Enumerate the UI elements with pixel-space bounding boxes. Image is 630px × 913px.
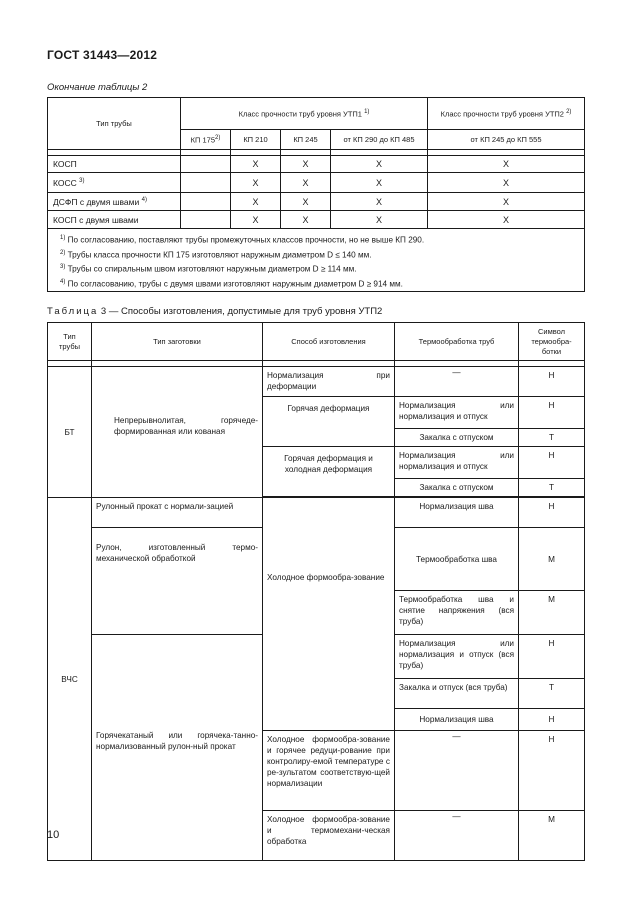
t2-cell: X [428,211,585,229]
t3-heat: Термообработка шва [395,528,519,591]
t2-row-name: ДСФП с двумя швами $^{4)}$ [48,193,181,211]
t3-blank: Рулонный прокат с нормали-зацией [92,498,263,528]
t3-symbol: Н [519,709,585,731]
t2-sub-utp2: от КП 245 до КП 555 [428,130,585,150]
t2-cell: X [428,156,585,173]
footnote: $^{1)}$ По согласованию, поставляют трубы промежуточных классов прочности, но не выше КП 290. [60,235,425,245]
t2-cell: X [281,173,331,193]
t3-symbol: Н [519,397,585,429]
t2-cell: X [281,156,331,173]
t3-header-method: Способ изготовления [263,323,395,361]
t2-cell: X [231,193,281,211]
t3-heat: — [395,731,519,811]
t2-cell [181,173,231,193]
t3-type-bt: БТ [48,367,92,498]
t3-header-type: Тип трубы [48,323,92,361]
t3-header-symbol: Символ термообра-ботки [519,323,585,361]
t2-row-name: КОСС $^{3)}$ [48,173,181,193]
t2-cell: X [281,193,331,211]
t3-symbol: Н [519,498,585,528]
t3-symbol: Т [519,479,585,497]
footnote: $^{4)}$ По согласованию, трубы с двумя швами изготовляют наружным диаметром D ≥ 914 мм. [60,279,403,289]
t3-method: Горячая деформация и холодная деформация [263,447,395,497]
t3-symbol: М [519,811,585,861]
t2-cell: X [331,211,428,229]
t3-method: Горячая деформация [263,397,395,447]
t2-header-utp2: Класс прочности труб уровня УТП2 $^{2)}$ [428,98,585,130]
document-header: ГОСТ 31443—2012 [47,48,158,62]
t2-cell [181,156,231,173]
t3-symbol: Н [519,447,585,479]
t2-sub-kp290: от КП 290 до КП 485 [331,130,428,150]
t3-heat: — [395,367,519,397]
table-row [48,173,585,193]
t2-cell [181,211,231,229]
table-row [48,193,585,211]
t2-cell: X [231,173,281,193]
t2-cell: X [331,193,428,211]
t3-blank: Рулон, изготовленный термо-механической обработкой [92,528,263,635]
footnote: $^{2)}$ Трубы класса прочности КП 175 изготовляют наружным диаметром D ≤ 140 мм. [60,249,372,260]
t2-cell: X [428,193,585,211]
t3-heat: Закалка с отпуском [395,429,519,447]
t3-blank-bt: Непрерывнолитая, горячеде-формированная или кованая [92,367,263,498]
footnote: $^{3)}$ Трубы со спиральным швом изготовляют наружным диаметром D ≥ 114 мм. [60,264,357,275]
table-3 [47,322,585,861]
t3-symbol: Т [519,429,585,447]
t3-symbol: Н [519,635,585,679]
t3-symbol: М [519,528,585,591]
t3-heat: Закалка с отпуском [395,479,519,497]
t3-heat: Нормализация шва [395,498,519,528]
t2-row-name: КОСП с двумя швами [48,211,181,229]
t3-method: Холодное формообра-зование и термомехани-ческая обработка [263,811,395,861]
table-row [48,156,585,173]
t3-heat: Нормализация или нормализация и отпуск (вся труба) [395,635,519,679]
t3-heat: Термообработка шва и снятие напряжения (вся труба) [395,591,519,635]
t3-method: Холодное формообра-зование [263,498,395,731]
t3-type-vchs: ВЧС [48,498,92,861]
t3-symbol: Н [519,367,585,397]
table2-caption: Окончание таблицы 2 [47,82,148,93]
t3-method: Нормализация при деформации [263,367,395,397]
t3-header-blank: Тип заготовки [92,323,263,361]
t3-heat: Нормализация или нормализация и отпуск [395,447,519,479]
t2-sub-kp245: КП 245 [281,130,331,150]
t2-header-type: Тип трубы [48,98,181,150]
t3-heat: — [395,811,519,861]
t2-cell: X [428,173,585,193]
t2-cell [181,193,231,211]
t2-cell: X [231,211,281,229]
t3-symbol: Н [519,731,585,811]
t3-heat: Закалка и отпуск (вся труба) [395,679,519,709]
table3-caption: Таблица 3 — Способы изготовления, допустимые для труб уровня УТП2 [47,306,383,317]
table-row [48,211,585,229]
t3-header-heat: Термообработка труб [395,323,519,361]
t2-sub-kp175: КП 175$^{2)}$ [181,130,231,150]
t3-heat: Нормализация шва [395,709,519,731]
t3-blank: Горячекатаный или горячека-танно-нормализованный рулон-ный прокат [92,635,263,861]
t2-row-name: КОСП [48,156,181,173]
t2-cell: X [331,156,428,173]
table-2 [47,97,585,292]
t3-symbol: М [519,591,585,635]
t3-symbol: Т [519,679,585,709]
t2-footnotes [48,229,585,292]
page-number: 10 [47,829,60,841]
t2-header-utp1: Класс прочности труб уровня УТП1 $^{1)}$ [181,98,428,130]
t3-method: Холодное формообра-зование и горячее редуци-рование при контролиру-емой температуре с ре-зультатом соответствую-щей нормализации [263,731,395,811]
t3-heat: Нормализация или нормализация и отпуск [395,397,519,429]
t2-sub-kp210: КП 210 [231,130,281,150]
t2-cell: X [231,156,281,173]
t2-cell: X [331,173,428,193]
t2-cell: X [281,211,331,229]
